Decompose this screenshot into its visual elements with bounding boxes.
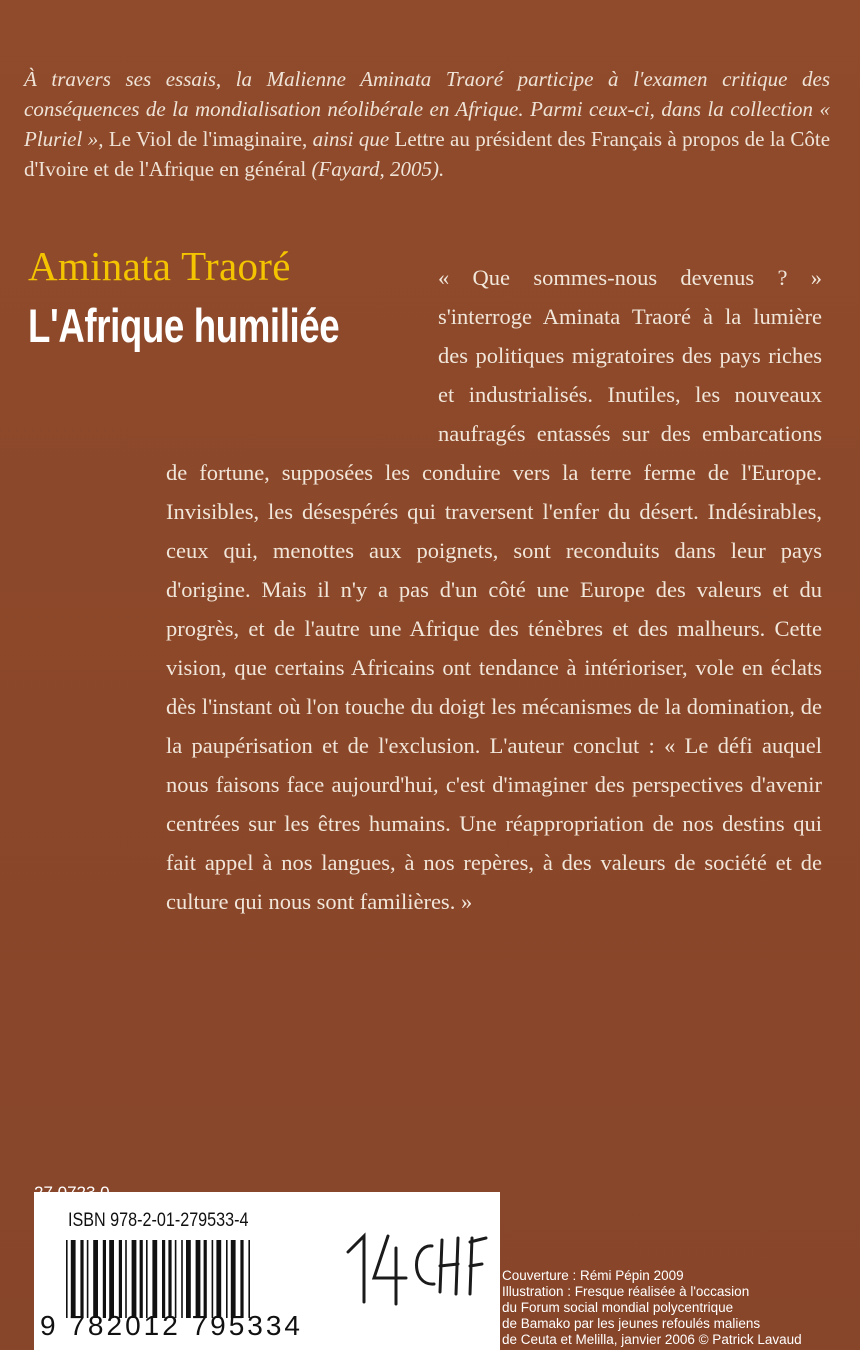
blurb-text: « Que sommes-nous devenus ? » s'interroge Aminata Traoré à la lumière des politiques migratoires des pays riches et industrialisés. Inutiles, les nouveaux naufragés entassés sur des embarcations de fortune, supposées les conduire vers la terre ferme de l'Europe. Invisibles, les désespérés qui traversent l'enfer du désert. Indésirables, ceux qui, menottes aux poignets, sont reconduits dans leur pays d'origine. Mais il n'y a pas d'un côté une Europe des valeurs et du progrès, et de l'autre une Afrique des ténèbres et des malheurs. Cette vision, que certains Africains ont tendance à intérioriser, vole en éclats dès l'instant où l'on touche du doigt les mécanismes de la domination, de la paupérisation et de l'exclusion. L'auteur conclut : « Le défi auquel nous faisons face aujourd'hui, c'est d'imaginer des perspectives d'avenir centrées sur les êtres humains. Une réappropriation de nos destins qui fait appel à nos langues, à nos repères, à des valeurs de société et de culture qui nous sont familières. » [166, 265, 822, 914]
collection-name: Pluriel [24, 127, 83, 151]
barcode-icon [64, 1240, 334, 1318]
author-intro [24, 64, 830, 184]
title-spacer [166, 258, 438, 453]
intro-text-1: À travers ses essais, la Malienne Aminata Traoré participe à l'examen critique des conséquences de la mondialisation néolibérale en Afrique. Parmi ceux-ci, dans la collection « [24, 67, 830, 121]
work-title-2: Lettre au président des Français à propos de la Côte d'Ivoire et de l'Afrique en général [24, 127, 831, 181]
isbn-label: ISBN 978-2-01-279533-4 [68, 1210, 249, 1231]
author-name: Aminata Traoré [28, 243, 291, 289]
book-title: L'Afrique humiliée [28, 299, 340, 352]
credit-line: du Forum social mondial polycentrique [502, 1300, 734, 1315]
credit-line: de Ceuta et Melilla, janvier 2006 © Patrick Lavaud [502, 1332, 802, 1347]
intro-text-3: ainsi que [307, 127, 395, 151]
blurb-block [166, 258, 822, 921]
credit-line: de Bamako par les jeunes refoulés maliens [502, 1316, 761, 1331]
work-title-1: Le Viol de l'imaginaire, [108, 127, 308, 151]
credit-line: Illustration : Fresque réalisée à l'occasion [502, 1284, 750, 1299]
intro-text-2: », [87, 127, 109, 151]
credit-line: Couverture : Rémi Pépin 2009 [502, 1268, 684, 1283]
barcode-digits: 9 782012 795334 [40, 1310, 303, 1341]
cover-credits [502, 1268, 842, 1348]
handwritten-price-icon [340, 1222, 490, 1312]
intro-text-4: (Fayard, 2005). [306, 157, 445, 181]
